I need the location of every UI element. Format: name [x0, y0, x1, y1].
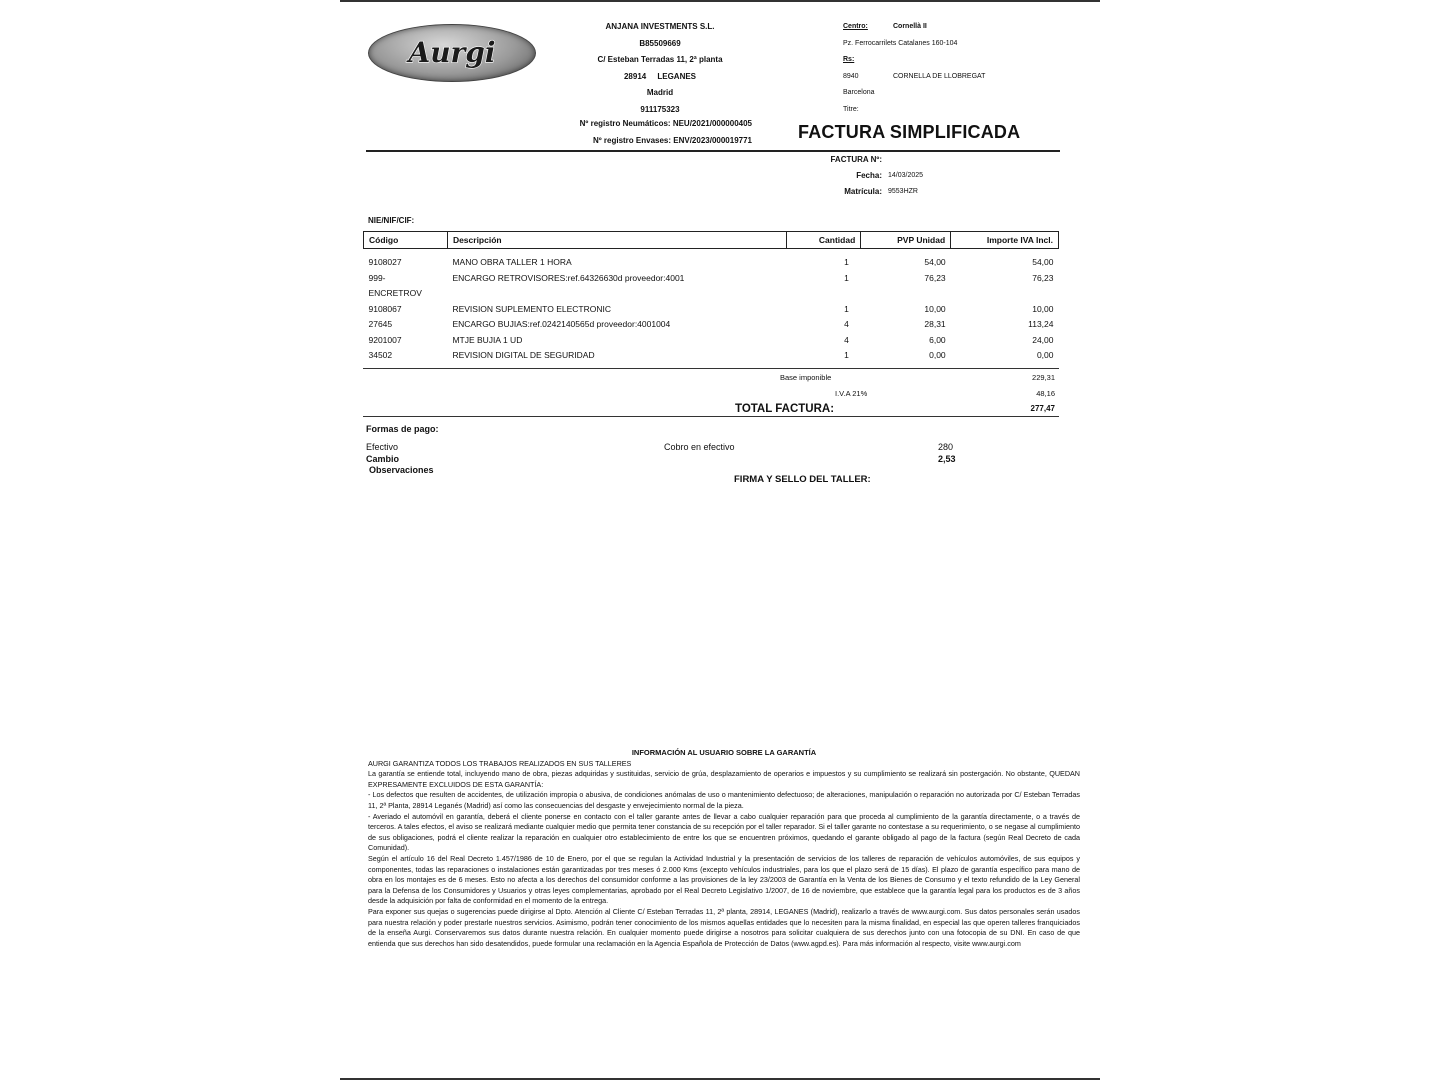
company-phone: 911175323: [640, 104, 680, 114]
row-qty: 1: [844, 350, 849, 360]
row-code: 34502: [368, 350, 393, 360]
nie-label: NIE/NIF/CIF:: [368, 216, 415, 225]
guarantee-paragraph: - Averiado el automóvil en garantía, deberá el cliente ponerse en contacto con el taller garante antes de llevar a cabo cualquier reparación para que proceda al cumplimiento de la garantía directamente, o a través de terceros. A tales efectos, el aviso se realizará mediante cualquier medio que permita tener constancia de su recepción por el taller reparador. Si el taller garante no contestase a su requerimiento, o se negase al cumplimiento de sus obligaciones, podrá el cliente realizar la reparación en cualquier otro establecimiento de entre los que se encuentren próximos, quedando el garante obligado al pago de la factura (según Real Decreto de cada Comunidad).: [368, 811, 1080, 853]
center-province: Barcelona: [843, 89, 875, 96]
guarantee-paragraph: La garantía se entiende total, incluyendo mano de obra, piezas adquiridas y sustituidas, servicio de grúa, desplazamiento de operarios e impuestos y su cumplimiento se realizará sin postergación. No obstante, QUEDAN EXPRESAMENTE EXCLUIDOS DE ESTA GARANTÍA:: [368, 769, 1080, 789]
guarantee-block: [368, 748, 1080, 949]
row-code: 9108067: [368, 303, 402, 314]
table-row: [364, 350, 1059, 366]
table-row: [364, 335, 1059, 351]
center-city: CORNELLA DE LLOBREGAT: [893, 72, 986, 80]
base-label: Base imponible: [780, 373, 832, 382]
row-total: 10,00: [1032, 303, 1054, 314]
invoice-page: [340, 0, 1100, 1080]
items-divider: [363, 368, 1059, 369]
row-desc: ENCARGO RETROVISORES:ref.64326630d proveedor:4001: [452, 272, 685, 283]
centro-value: Cornellà II: [893, 23, 927, 30]
base-value: 229,31: [1032, 373, 1055, 382]
row-code: 27645: [368, 319, 393, 329]
guarantee-heading: INFORMACIÓN AL USUARIO SOBRE LA GARANTÍA: [631, 748, 817, 757]
row-desc: REVISION DIGITAL DE SEGURIDAD: [452, 350, 595, 360]
table-row: [364, 288, 1059, 304]
col-header-pvp: PVP Unidad: [861, 232, 951, 249]
payment-method: Efectivo: [366, 442, 399, 452]
invoice-number-label: FACTURA Nº:: [830, 155, 882, 164]
row-pvp: 0,00: [929, 350, 946, 360]
row-desc: [447, 288, 786, 304]
row-desc: REVISION SUPLEMENTO ELECTRONIC: [452, 303, 611, 314]
table-header-row: [364, 232, 1059, 249]
invoice-info: [770, 152, 970, 200]
plate-label: Matrícula:: [844, 187, 882, 196]
table-row: [364, 273, 1059, 289]
registry-block: [490, 116, 752, 149]
row-code: ENCRETROV: [368, 288, 422, 298]
change-value: 2,53: [938, 453, 956, 464]
row-code: 999-: [368, 272, 386, 283]
row-desc: MTJE BUJIA 1 UD: [452, 334, 523, 345]
payment-method-desc: Cobro en efectivo: [664, 442, 735, 452]
row-total: 54,00: [1032, 257, 1054, 267]
company-cif: B85509669: [639, 38, 681, 48]
guarantee-paragraph: - Los defectos que resulten de accidentes, de utilización impropia o abusiva, de condiciones anómalas de uso o mantenimiento defectuoso; de alteraciones, manipulación o reparación no autorizada por C/ Esteban Terradas 11, 2ª Planta, 28914 Leganés (Madrid) así como las consecuencias del desgaste y envejecimiento normal de la pieza.: [368, 790, 1080, 810]
col-header-qty: Cantidad: [787, 232, 861, 249]
row-qty: 1: [844, 272, 849, 283]
col-header-total: Importe IVA Incl.: [951, 232, 1059, 249]
row-qty: 1: [844, 303, 849, 314]
iva-label: I.V.A 21%: [835, 389, 868, 398]
row-code: 9201007: [368, 334, 402, 345]
reg-envases: Nº registro Envases: ENV/2023/000019771: [592, 135, 752, 145]
row-total: 76,23: [1032, 272, 1054, 283]
invoice-date-value: 14/03/2025: [888, 172, 924, 179]
table-row: [364, 304, 1059, 320]
col-header-code: Código: [364, 232, 448, 249]
plate-value: 9553HZR: [888, 188, 918, 195]
payment-block: [366, 442, 966, 477]
company-name: ANJANA INVESTMENTS S.L.: [605, 22, 715, 31]
row-pvp: 76,23: [924, 272, 946, 283]
row-total: 0,00: [1036, 350, 1054, 360]
payment-title: Formas de pago:: [366, 424, 439, 434]
signature-label: FIRMA Y SELLO DEL TALLER:: [734, 474, 871, 485]
row-qty: 1: [844, 257, 849, 267]
row-code: 9108027: [368, 257, 402, 267]
table-row: [364, 319, 1059, 335]
total-label: TOTAL FACTURA:: [735, 403, 835, 415]
guarantee-paragraph: AURGI GARANTIZA TODOS LOS TRABAJOS REALIZADOS EN SUS TALLERES: [368, 758, 632, 768]
logo-text: Aurgi: [408, 36, 496, 69]
company-postal-city: 28914 LEGANES: [623, 71, 697, 81]
col-header-desc: Descripción: [447, 232, 786, 249]
reg-neumaticos: Nº registro Neumáticos: NEU/2021/000000405: [579, 119, 752, 128]
centro-label: Centro:: [843, 23, 868, 30]
row-qty: 4: [844, 334, 849, 345]
row-desc: MANO OBRA TALLER 1 HORA: [452, 257, 572, 267]
company-address: C/ Esteban Terradas 11, 2ª planta: [597, 55, 723, 64]
totals-block: [735, 370, 1055, 416]
center-block: [843, 19, 1083, 118]
row-total: 24,00: [1032, 334, 1054, 345]
totals-divider: [363, 416, 1059, 417]
center-address: Pz. Ferrocarrilets Catalanes 160-104: [843, 39, 958, 47]
invoice-title: FACTURA SIMPLIFICADA: [798, 122, 1021, 142]
row-pvp: 6,00: [929, 334, 946, 345]
change-label: Cambio: [366, 453, 400, 464]
company-province: Madrid: [646, 88, 674, 97]
row-qty: [787, 288, 861, 304]
company-block: [510, 19, 810, 118]
row-pvp: 54,00: [924, 257, 946, 267]
total-value: 277,47: [1030, 404, 1055, 413]
iva-value: 48,16: [1036, 389, 1055, 398]
row-qty: 4: [844, 319, 849, 329]
row-pvp: 10,00: [924, 303, 946, 314]
guarantee-paragraph: Para exponer sus quejas o sugerencias puede dirigirse al Dpto. Atención al Cliente C/ Esteban Terradas 11, 2ª planta, 28914, LEGANES (Madrid), realizarlo a través de www.aurgi.com. Sus datos personales serán usados para nuestra relación y poder prestarle nuestros servicios. Asimismo, podrán tener conocimiento de los mismos aquellas entidades que lo necesiten para la misma finalidad, en especial las que operen talleres franquiciados de la enseña Aurgi. Conservaremos sus datos durante nuestra relación. En cualquier momento puede dirigirse a nosotros para solicitar cualquiera de sus derechos junto con una fotocopia de su DNI. En caso de que entienda que sus derechos han sido desatendidos, puede formular una reclamación en la Agencia Española de Protección de Datos (www.agpd.es). Para más información al respecto, visite www.aurgi.com: [368, 906, 1080, 948]
rs-label: Rs:: [843, 56, 855, 63]
payment-amount: 280: [938, 442, 954, 452]
row-pvp: 28,31: [924, 319, 946, 329]
center-zip: 8940: [843, 72, 859, 80]
invoice-date-label: Fecha:: [856, 171, 882, 180]
row-pvp: [861, 288, 951, 304]
row-total: [951, 288, 1059, 304]
items-table: [363, 231, 1059, 366]
table-row: [364, 257, 1059, 273]
row-desc: ENCARGO BUJIAS:ref.0242140565d proveedor:4001004: [452, 319, 671, 329]
guarantee-paragraph: Según el artículo 16 del Real Decreto 1.457/1986 de 10 de Enero, por el que se regulan la Actividad Industrial y la presentación de servicios de los talleres de reparación de vehículos automóviles, de sus equipos y componentes, todas las reparaciones o instalaciones están garantizadas por tres meses ó 2.000 Kms (excepto vehículos industriales, para los que el plazo será de 15 días). El plazo de garantía específico para mano de obra en los montajes es de 6 meses. Esto no afecta a los derechos del consumidor conforme a las provisiones de la ley 23/2003 de Garantía en la Venta de los Bienes de Consumo y el texto refundido de la Ley General para la Defensa de los Consumidores y Usuarios y otras leyes complementarias, aprobado por el Real Decreto Legislativo 1/2007, de 16 de noviembre, que establece que la garantía legal para los productos es de 3 años desde la adquisición por falta de conformidad en el momento de la entrega.: [368, 853, 1080, 906]
notes-label: Observaciones: [369, 465, 434, 475]
row-total: 113,24: [1028, 319, 1054, 329]
titular-label: Titre:: [843, 105, 859, 113]
